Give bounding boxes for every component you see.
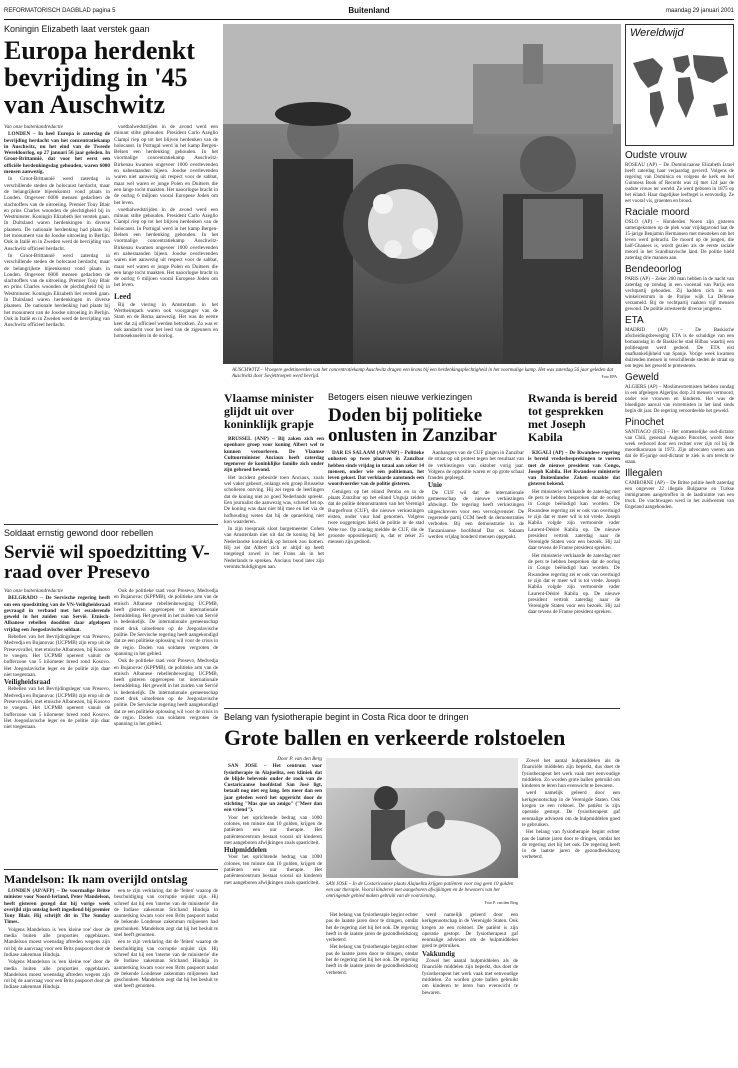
lead-caption-text: AUSCHWITZ – Vroegere gedetineerden van het concentratiekamp Auschwitz dragen een krans bij een herdenkingsplechtigheid in het voormalige kamp. Het was zaterdag 56 jaar geleden dat Auschwitz door Sovjettroepen werd bevrijd. [232, 368, 614, 379]
mandelson-intro: LONDEN (AP/AFP) – De voormalige Britse minister voor Noord-Ierland, Peter Mandelson, heeft gisteren gezegd dat hij vorige week overijld zijn ontslag heeft ingediend bij premier Tony Blair. Hij schrijft dit in The Sunday Times. [4, 888, 110, 926]
serbia-subhead: Veiligheidsraad [4, 678, 51, 687]
rwanda-col [528, 450, 620, 704]
serbia-kicker: Soldaat ernstig gewond door rebellen [4, 528, 154, 538]
costarica-col2-text-b: Het belang van fysiotherapie begint echter pas de laatste jaren door te dringen, omdat het de regering ziet hij het ook. De regering heeft in de laatste jaren de gezondheidszorg verbeterd. [326, 944, 418, 976]
sidebar-item-body: PARIS (AP) – Zeker 200 man hebben in de nacht van zaterdag op zondag in een voorstad van Parijs een vechtpartij gehouden. Zij hadden zich in een winkelcentrum in de Parijse wijk La Défense verzameld. Bij de vechtpartij raakten vijf mensen gewond. De politie arresteerde diverse jongeren. [625, 277, 734, 312]
costarica-col2-text: Het belang van fysiotherapie begint echter pas de laatste jaren door te dringen, omdat het de regering ziet hij het ook. De regering heeft in de laatste jaren de gezondheidszorg verbeterd. [326, 912, 418, 944]
world-map-box [625, 24, 734, 146]
serbia-col2-text: Ook de politieke raad voor Presevo, Medvedja en Bujanovac (KPPMB), de politieke arm van de etnisch Albanese rebellenbeweging UCPMB, heeft gisteren opgeroepen tot internationale bemiddeling. Het geweld in het zuiden van Servië is bedenkelijk. De internationale gemeenschap moet druk uitoefenen op de Joegoslavische politie. De Servische regering heeft aangekondigd dat ze een politieke oplossing wil voor de crisis in de regio. Doden van soldaten vergroten de spanning in het gebied. [114, 588, 218, 657]
sidebar-item-body: SANTIAGO (EFE) – Het onmenselijke oud-dictator van Chili, generaal Augusto Pinochet, wordt deze week verhoord door een rechter over zijn rol bij de moordkaravaan in 1973. Zijn advocaten voeren aan dat de 85-jarige oud-dictator te ziek is om terecht te staan. [625, 430, 734, 465]
sidebar-item-body: MADRID (AP) – De Baskische afscheidingsbeweging ETA is de schuldige van een bomaanslag in de Baskische stad Bilbao waarbij een politieagent werd gedood. De ETA eist onafhankelijkheid van Spanje. Vorige week kwamen duizenden mensen in verschillende steden de straat op om tegen het geweld te protesteren. [625, 328, 734, 369]
serbia-body: Rebellen van het Bevrijdingsleger van Presevo, Medvedja en Bujanovac (UCPMB) zijn erop uit de Presevovallei, met etnische Albanezen, bij Kosovo te voegen. Het UCPMB opereert vanuit de bufferzone van 5 kilometer breed rond Kosovo. Het Joegoslavische leger en de politie zijn daar niet toegestaan. [4, 634, 110, 678]
lead-body-extra: In Groot-Brittannië werd zaterdag in verschillende steden de holocaust herdacht, maar de belangrijkste bijeenkomst vond plaats in Londen. Ongeveer 6000 mensen gedachten de slachtoffers van de uitroeiing. Premier Tony Blair en prins Charles woonden de plechtigheid bij in Westminster. Koningin Elizabeth liet verstek gaan. In Duitsland waren herdenkingen in diverse plaatsen. De nationale herdenking had plaats bij het monument van de Joodse uitroeiing in Berlijn. Ook in Italië en in Zweden werd de bevrijding van Auschwitz officieel herdacht. [4, 252, 110, 329]
costarica-subhead-2: Vakkundig [422, 949, 455, 958]
mandelson-col2-text-b: een te zijn verklaring dat de 'feiten' waarop de beschuldiging van corruptie onjuist zijn. Hij schreef dat hij een 'interne van de ministerie' die de Indiase zakenman Srichand Hinduja in aanmerking kwam voor een Brits paspoort nadat de bekende Londense zakenman miljoenen had geschonken. Mandelson zegt dat hij het besluit te snel heeft genomen. [114, 939, 218, 990]
mandelson-col2-text: een te zijn verklaring dat de 'feiten' waarop de beschuldiging van corruptie onjuist zijn. Hij schreef dat hij een 'interne van de ministerie' die de Indiase zakenman Srichand Hinduja in aanmerking kwam voor een Brits paspoort nadat de bekende Londense zakenman miljoenen had geschonken. Mandelson zegt dat hij het besluit te snel heeft genomen. [114, 888, 218, 939]
zanzibar-body: Getuigen op het eiland Pemba en in de plaats Zanzibar op het eiland Unguja zeiden dat de politie demonstranten van het Verenigd Burgerfront (CUF), die nieuwe verkiezingen eisten, onder vuur had genomen. Volgens twee ooggetuigen hield de politie in de stad Wete toe. Op zondag meldde de CUF, die de grootste oppositiepartij is, dat er zeker 25 mensen zijn gedood. [328, 488, 424, 546]
divider [224, 708, 620, 709]
serbia-intro: BELGRADO – De Servische regering heeft om een spoedzitting van de VN-Veiligheidsraad gevraagd in verband met het escalerende geweld in het zuiden van Servië. Etnisch-Albanese rebellen doodden daar afgelopen vrijdag een Joegoslavische soldaat. [4, 595, 110, 633]
costarica-col4-text: Zowel het aantal hulpmiddelen als de financiële middelen zijn beperkt, dus doet de fysiotherapeut het werk vaak met eenvoudige middelen. Zo worden grote ballen gebruikt om kinderen te leren hun evenwicht te bewaren. [422, 958, 518, 996]
mandelson-body-b: Volgens Mandelson is 'een kleine roe' door de media buiten alle proporties opgeblazen. Mandelson moest woensdag aftreden wegens zijn rol bij de aanvraag voor een Brits paspoort door de Indiase zakenman Hinduja. [4, 959, 110, 991]
lead-col2-text: voetbalwedstrijden in de avond werd een minuut stilte gehouden. President Carlo Azeglio Ciampi riep op tot het blijven herdenken van de holocaust. In Portugal werd in het kamp Bergen-Belsen een herdenking gehouden. In het voormalige concentratiekamp Auschwitz-Birkenau kwamen ongeveer 1000 overlevenden en nabestaanden bijeen. Joodse overlevenden waren niet aanwezig uit respect voor de sabbat, maar wel waren er jonge Polen en Duitsers die een lange tocht maakten. Het naoorlogse bracht in de oorlog 6 miljoen vooral Europese Joden om het leven. [114, 124, 218, 206]
costarica-intro: SAN JOSE – Het centrum voor fysiotherapie in Alajuelita, een kliniek dat de blijde belevenis onder de rook van de Costaricaanse hoofdstad San José ligt, betaalt nog niet erg lang. Iets meer dan een jaar geleden werd het opgericht door de stichting "Mas que un amigo" ("Meer dan een vriend"). [224, 763, 322, 814]
zanzibar-intro: DAR ES SALAAM (AP/ANP) – Politieke onlusten op twee plaatsen in Zanzibar hebben sinds vrijdag in totaal aan zeker 14 mensen, onder wie een politieman, het leven gekost. Dat verklaarde aanstonds een woordvoerder van de politie gisteren. [328, 450, 424, 488]
sidebar [625, 148, 734, 1064]
lead-col2-text-b: voetbalwedstrijden in de avond werd een minuut stilte gehouden. President Carlo Azeglio Ciampi riep op tot het blijven herdenken van de holocaust. In Portugal werd in het kamp Bergen-Belsen een herdenking gehouden. In het voormalige concentratiekamp Auschwitz-Birkenau kwamen ongeveer 1000 overlevenden en nabestaanden bijeen. Joodse overlevenden waren niet aanwezig uit respect voor de sabbat, maar wel waren er jonge Polen en Duitsers die een lange tocht maakten. Het naoorlogse bracht in de oorlog 6 miljoen vooral Europese Joden om het leven. [114, 206, 218, 289]
sidebar-item-body: ALGIERS (AP) – Moslimextremisten hebben zondag in een afgelegen Algerijns dorp 24 mensen vermoord, onder wie vrouwen en kinderen. Het was de bloedigste aanval van extremisten in het land sinds begin dit jaar. De regering veroordeelde het geweld. [625, 385, 734, 414]
costarica-body-b: Voor het oprichtende bedrag van 1000 colones, ten minste dan 10 gulden, krijgen de patiënten een uur therapie. Het patiëntencentrum bestaat vooral uit kinderen met aangeboren afwijkingen zoals spasticiteit. [224, 854, 322, 886]
sidebar-title: Wereldwijd [630, 27, 684, 39]
zanzibar-headline: Doden bij politieke onlusten in Zanzibar [328, 405, 497, 446]
costarica-col-1 [224, 756, 322, 1064]
serbia-col2-text-b: Ook de politieke raad voor Presevo, Medvedja en Bujanovac (KPPMB), de politieke arm van de etnisch Albanese rebellenbeweging UCPMB, heeft gisteren opgeroepen tot internationale bemiddeling. Het geweld in het zuiden van Servië is bedenkelijk. De internationale gemeenschap moet druk uitoefenen op de Joegoslavische politie. De Servische regering heeft aangekondigd dat ze een politieke oplossing wil voor de crisis in de regio. Doden van soldaten vergroten de spanning in het gebied. [114, 658, 218, 728]
costarica-headline: Grote ballen en verkeerde rolstoelen [224, 725, 566, 750]
lead-intro: LONDEN – In heel Europa is zaterdag de bevrijding herdacht van het concentratiekamp in Auschwitz, nu het eind van de Tweede Wereldoorlog, op 27 januari 56 jaar geleden. In Groot-Brittannië, dat voor het eerst een officiële herdenkingsdag gehouden, waren 6000 mensen aanwezig. [4, 131, 110, 176]
sidebar-item-title: ETA [625, 315, 644, 326]
sidebar-item [625, 372, 734, 415]
zanzibar-kicker: Betogers eisen nieuwe verkiezingen [328, 392, 473, 402]
serbia-byline: Van onze buitenlandredactie [4, 588, 63, 594]
mandelson-col-2 [114, 888, 218, 1064]
sidebar-item-title: Raciale moord [625, 207, 690, 218]
sidebar-item-title: Bendeoorlog [625, 264, 682, 275]
costarica-caption [326, 882, 518, 906]
zanzibar-col-1 [328, 450, 424, 704]
rwanda-headline: Rwanda is bereid tot gesprekken met Joseph Kabila [528, 391, 618, 444]
mandelson-body: Volgens Mandelson is 'een kleine roe' door de media buiten alle proporties opgeblazen. Mandelson moest woensdag aftreden wegens zijn rol bij de aanvraag voor een Brits paspoort door de Indiase zakenman Hinduja. [4, 926, 110, 958]
page-header-left: REFORMATORISCH DAGBLAD pagina 5 [4, 8, 116, 14]
lead-col-2 [114, 124, 218, 522]
lead-photo-credit: Foto EPA [601, 374, 617, 379]
divider [4, 869, 218, 870]
sidebar-item [625, 468, 734, 511]
dutch-col-1 [224, 436, 324, 704]
serbia-col-2 [114, 588, 218, 866]
zanzibar-col2-text: Aanhangers van de CUF gingen in Zanzibar de straat op uit protest tegen het resultaat van de verkiezingen van oktober vorig jaar. Volgens de oppositie waren er op grote schaal fraudes gepleegd. [428, 450, 524, 482]
costarica-col3-text: werd namelijk geleerd door een kerkgenootschap in de Verenigde Staten. Ook kregen ze een rolstoel. De patiënt is zijn operatie gestopt. De fysiotherapeut gaf eenmalige adviezen om de hulpmiddelen goed te gebruiken. [422, 912, 518, 950]
serbia-headline: Servië wil spoedzitting V-raad over Presevo [4, 542, 210, 583]
lead-kicker: Koningin Elizabeth laat verstek gaan [4, 24, 150, 34]
sidebar-item-title: Oudste vrouw [625, 150, 687, 161]
zanzibar-subhead: Unie [428, 481, 442, 490]
lead-headline: Europa herdenkt bevrijding in '45 van Auschwitz [4, 36, 195, 119]
dutch-headline: Vlaamse minister glijdt uit over koninklijk grapje [224, 391, 314, 431]
divider [4, 524, 218, 525]
zanzibar-col-2 [428, 450, 524, 704]
costarica-col4b-text: Zowel het aantal hulpmiddelen als de financiële middelen zijn beperkt, dus doet de fysiotherapeut het werk vaak met eenvoudige middelen. Zo worden grote ballen gebruikt om kinderen te leren hun evenwicht te bewaren. [522, 758, 620, 790]
dutch-col2: In zijn toespraak sloot burgemeester Cohen van Amsterdam niet uit dat de koning bij het Nederlandse koninkrijk op bezoek zou komen. Hij zei dat Albert zich er altijd op heeft toegelegd zowel in het Frans als in het Nederlands te spreken. Anciaux bood later zijn verontschuldigingen aan. [224, 526, 324, 570]
section-title: Buitenland [348, 6, 390, 15]
dutch-intro: BRUSSEL (ANP) – Bij zaken zich een openbare groep voor koning Albert wel te kunnen veroorloven. De Vlaamse Cultuurminister Anciaux heeft zaterdag tegenover de koninklijke familie zich onder zijn gebroed bevond. [224, 436, 324, 474]
lead-subhead: Leed [114, 291, 131, 301]
costarica-col-4 [522, 758, 620, 1064]
sidebar-item-body: OSLO (AP) – Honderden Noren zijn gisteren samengekomen op de plek waar vrijdagavond laat de 15-jarige Benjamin Hermansen met messteken om het leven werd gebracht. De moord op de jongen, die half-Ghanees is, wordt gezien als de eerste raciale moord in het Scandinavische land. De politie hield zaterdag drie mannen aan. [625, 220, 734, 261]
sidebar-item-body: CAMBORNE (AP) – De Britse politie heeft zaterdag een ongeveer 22 illegale Bulgaarse en Turkse immigranten aangetroffen in de laadruimte van een truck. De vrachtwagen werd in het zuidwesten van Engeland aangehouden. [625, 481, 734, 510]
sidebar-item-title: Pinochet [625, 417, 664, 428]
lead-caption [232, 368, 617, 380]
sidebar-item [625, 150, 734, 205]
sidebar-item [625, 264, 734, 313]
sidebar-item-body: ROSEAU (AP) – De Dominicaanse Elizabeth Israel heeft zaterdag haar verjaardag gevierd. Volgens de regering van Dominica en volgens de kerk en het Guinness Book of Records was zij met 124 jaar de oudste vrouw ter wereld. Ze werd geboren in 1875 op het eiland. Haar dagelijkse leefregel is eenvoudig. Ze eet vooral vis, groenten en brood. [625, 163, 734, 204]
costarica-col-3 [422, 912, 518, 1064]
sidebar-item [625, 207, 734, 262]
sidebar-item-title: Illegalen [625, 468, 663, 479]
mandelson-headline: Mandelson: Ik nam overijld ontslag [4, 872, 188, 886]
costarica-col2b-text: Het belang van fysiotherapie begint echter pas de laatste jaren door te dringen, omdat het de regering ziet hij het ook. De regering heeft in de laatste jaren de gezondheidszorg verbeterd. [522, 829, 620, 861]
lead-body: In Groot-Brittannië werd zaterdag in verschillende steden de holocaust herdacht, maar de belangrijkste bijeenkomst vond plaats in Londen. Ongeveer 6000 mensen gedachten de slachtoffers van de uitroeiing. Premier Tony Blair en prins Charles woonden de plechtigheid bij in Westminster. Koningin Elizabeth liet verstek gaan. In Duitsland waren herdenkingen in diverse plaatsen. De nationale herdenking had plaats bij het monument van de Joodse uitroeiing in Berlijn. Ook in Italië en in Zweden werd de bevrijding van Auschwitz officieel herdacht. [4, 176, 110, 252]
costarica-photo-credit: Foto P. van den Berg [484, 900, 518, 905]
costarica-subhead: Hulpmiddelen [224, 846, 267, 855]
rwanda-body-b: Het ministerie verklaarde de zaterdag met de pers te hebben besproken dat de oorlog in Congo beëindigd kan worden. De Rwandese regering zei er ook van overtuigd te zijn dat er meer wil is tot vrede. Joseph Kabila volgde zijn vermoorde vader Laurent-Désiré Kabila op. De nieuwe president vertrok zaterdag naar de Verenigde Staten voor een bezoek. Hij zal daar tevens de Franse president spreken. [528, 552, 620, 616]
lead-col-1 [4, 124, 110, 522]
costarica-col3b-text: werd namelijk geleerd door een kerkgenootschap in de Verenigde Staten. Ook kregen ze een rolstoel. De patiënt is zijn operatie gestopt. De fysiotherapeut gaf eenmalige adviezen om de hulpmiddelen goed te gebruiken. [522, 790, 620, 828]
lead-photo [223, 24, 621, 364]
sidebar-item [625, 315, 734, 370]
costarica-caption-text: SAN JOSE – In de Costaricaanse plaats Alajuelita krijgen patiënten voor nog geen 10 gulden een uur therapie. Vooral kinderen met aangeboren afwijkingen en de bewoners van het omringende gebied maken gebruik van de voorziening. [326, 882, 514, 899]
costarica-byline: Door P. van den Berg [277, 756, 322, 762]
lead-col2b-text: Bij de viering in Amsterdam in het Wertheimpark waren ook voorganger van de Stam en de Roma aanwezig. Het was de eerste keer dat zij officieel werden betrokken. Zo was er ook aandacht voor het leed van de zigeuners en homoseksuelen in de oorlog. [114, 301, 218, 340]
serbia-col-1 [4, 588, 110, 866]
costarica-kicker: Belang van fysiotherapie begint in Costa Rica door te dringen [224, 712, 469, 722]
sidebar-item [625, 417, 734, 466]
costarica-col-2 [326, 912, 418, 1064]
rwanda-body: Het ministerie verklaarde de zaterdag met de pers te hebben besproken dat de oorlog in Congo beëindigd kan worden. De Rwandese regering zei er ook van overtuigd te zijn dat er meer wil is tot vrede. Joseph Kabila volgde zijn vermoorde vader Laurent-Désiré Kabila op. De nieuwe president vertrok zaterdag naar de Verenigde Staten voor een bezoek. Hij zal daar tevens de Franse president spreken. [528, 488, 620, 552]
page-date: maandag 29 januari 2001 [665, 8, 734, 14]
costarica-photo [326, 758, 518, 878]
dutch-body: Het incident gebeurde toen Anciaux, zoals wel vaker gebeurt, onlangs een groep Brusselse scholieren ontving. Hij zei tegen de leerlingen dat de koning niet zo goed Nederlands spreekt. Een journalist die aanwezig was, schreef het op. De koning was daar niet blij mee en liet via de hofhouding weten dat hij de opmerking niet kon waarderen. [224, 474, 324, 525]
lead-byline: Van onze buitenlandredactie [4, 124, 63, 130]
mandelson-col-1 [4, 888, 110, 1064]
serbia-body-b: Rebellen van het Bevrijdingsleger van Presevo, Medvedja en Bujanovac (UCPMB) zijn erop uit de Presevovallei, met etnische Albanezen, bij Kosovo te voegen. Het UCPMB opereert vanuit de bufferzone van 5 kilometer breed rond Kosovo. Het Joegoslavische leger en de politie zijn daar niet toegestaan. [4, 686, 110, 731]
page-header [4, 6, 734, 20]
zanzibar-col3-text: De CUF wil dat de internationale gemeenschap de nieuwe verkiezingen afdwingt. De regering heeft verkiezingen uitgeschreven voor een vervolgvenster. De regerende partij CCM heeft de demonstraties verboden. Bij een demonstratie in de Tanzaniaanse hoofdstad Dar es Salaam werden vrijdag honderd mensen opgepakt. [428, 489, 524, 540]
sidebar-item-title: Geweld [625, 372, 659, 383]
world-map-icon [628, 43, 733, 143]
costarica-body: Voor het oprichtende bedrag van 1000 colones, ten minste dan 10 gulden, krijgen de patiënten een uur therapie. Het patiëntencentrum bestaat vooral uit kinderen met aangeboren afwijkingen zoals spasticiteit. [224, 814, 322, 846]
rwanda-intro: KIGALI (AP) – De Rwandese regering is bereid vredesbesprekingen te voeren met de nieuwe president van Congo, Joseph Kabila. Het Rwandese ministerie van Buitenlandse Zaken maakte dat gisteren bekend. [528, 450, 620, 488]
